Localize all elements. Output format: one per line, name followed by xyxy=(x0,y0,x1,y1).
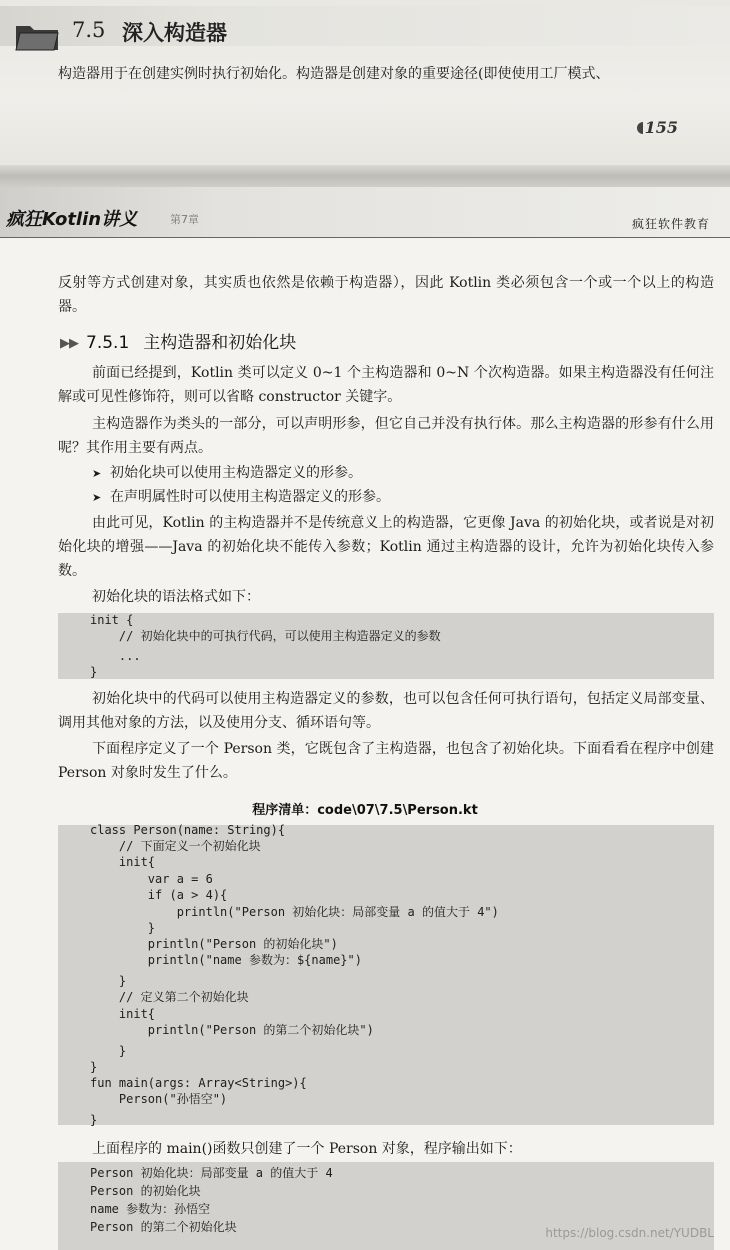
code-line: fun main(args: Array<String>){ xyxy=(90,1076,307,1090)
listing-caption: 程序清单：code\07\7.5\Person.kt xyxy=(252,803,478,818)
paragraph-6: 初始化块中的代码可以使用主构造器定义的参数，也可以包含任何可执行语句，包括定义局部变量、调用其他对象的方法，以及使用分支、循环语句等。 xyxy=(58,691,714,731)
bullet-item-1: ➤ 初始化块可以使用主构造器定义的形参。 xyxy=(92,461,362,486)
arrow-bullet-icon: ➤ xyxy=(92,467,102,480)
code-line: if (a > 4){ xyxy=(90,888,228,902)
code-line: // 初始化块中的可执行代码，可以使用主构造器定义的参数 xyxy=(90,629,441,643)
section-number: 7.5 xyxy=(72,18,106,42)
code-line: init { xyxy=(90,613,134,627)
watermark: https://blog.csdn.net/YUDBL xyxy=(545,1226,714,1240)
current-page xyxy=(0,187,730,1250)
page-gap xyxy=(0,165,730,187)
paragraph-3: 主构造器作为类头的一部分，可以声明形参，但它自己并没有执行体。那么主构造器的形参有什么用呢？其作用主要有两点。 xyxy=(58,416,714,456)
program-code-block xyxy=(58,825,714,1125)
paragraph-8: 上面程序的 main()函数只创建了一个 Person 对象，程序输出如下： xyxy=(92,1141,522,1157)
code-line: println("Person 的初始化块") xyxy=(90,937,338,951)
code-line: } xyxy=(90,1060,98,1074)
paragraph-7: 下面程序定义了一个 Person 类，它既包含了主构造器，也包含了初始化块。下面看看在程序中创建 Person 对象时发生了什么。 xyxy=(58,741,714,781)
arrow-bullet-icon: ➤ xyxy=(92,491,102,504)
code-line: } xyxy=(90,1113,98,1127)
bullet-item-2: ➤ 在声明属性时可以使用主构造器定义的形参。 xyxy=(92,485,390,510)
chapter-label: 第7章 xyxy=(170,213,199,226)
code-line: println("name 参数为：${name}") xyxy=(90,953,362,967)
code-line: ... xyxy=(90,649,141,663)
code-line: // 下面定义一个初始化块 xyxy=(90,839,261,853)
paragraph-5: 初始化块的语法格式如下： xyxy=(92,589,260,605)
page-marker-icon xyxy=(637,122,643,134)
output-line: name 参数为：孙悟空 xyxy=(90,1202,211,1216)
paragraph-1: 反射等方式创建对象，其实质也依然是依赖于构造器），因此 Kotlin 类必须包含一个或一个以上的构造器。 xyxy=(58,275,714,315)
code-line: } xyxy=(90,1044,127,1058)
syntax-code-block xyxy=(58,613,714,679)
code-line: init{ xyxy=(90,1007,156,1021)
section-title: 深入构造器 xyxy=(122,21,227,45)
double-arrow-icon: ▶▶ xyxy=(60,336,78,351)
code-line: class Person(name: String){ xyxy=(90,823,286,837)
code-line: println("Person 初始化块：局部变量 a 的值大于 4") xyxy=(90,905,499,919)
folder-icon xyxy=(14,20,60,52)
output-line: Person 的初始化块 xyxy=(90,1184,201,1198)
code-line: } xyxy=(90,974,127,988)
code-line: } xyxy=(90,665,98,679)
code-line: Person("孙悟空") xyxy=(90,1092,228,1106)
paragraph-2: 前面已经提到，Kotlin 类可以定义 0~1 个主构造器和 0~N 个次构造器。如果主构造器没有任何注解或可见性修饰符，则可以省略 constructor 关键字。 xyxy=(58,365,714,405)
code-line: init{ xyxy=(90,855,156,869)
page-number: 155 xyxy=(637,118,678,137)
code-line: // 定义第二个初始化块 xyxy=(90,990,249,1004)
paragraph-4: 由此可见，Kotlin 的主构造器并不是传统意义上的构造器，它更像 Java 的初始化块，或者说是对初始化块的增强——Java 的初始化块不能传入参数；Kotlin 通过主构造器的设计，允许为初始化块传入参数。 xyxy=(58,515,714,579)
book-brand: 疯狂Kotlin讲义 xyxy=(6,209,138,230)
output-line: Person 的第二个初始化块 xyxy=(90,1220,237,1234)
previous-page-text: 构造器用于在创建实例时执行初始化。构造器是创建对象的重要途径(即使使用工厂模式、 xyxy=(58,66,610,82)
code-line: println("Person 的第二个初始化块") xyxy=(90,1023,374,1037)
section-banner xyxy=(0,6,730,46)
subsection-heading: ▶▶ 7.5.1 主构造器和初始化块 xyxy=(60,333,297,353)
code-line: } xyxy=(90,921,156,935)
previous-page xyxy=(0,0,730,165)
running-header xyxy=(0,187,730,238)
output-line: Person 初始化块：局部变量 a 的值大于 4 xyxy=(90,1166,333,1180)
code-line: var a = 6 xyxy=(90,872,213,886)
publisher-label: 疯狂软件教育 xyxy=(631,217,710,231)
